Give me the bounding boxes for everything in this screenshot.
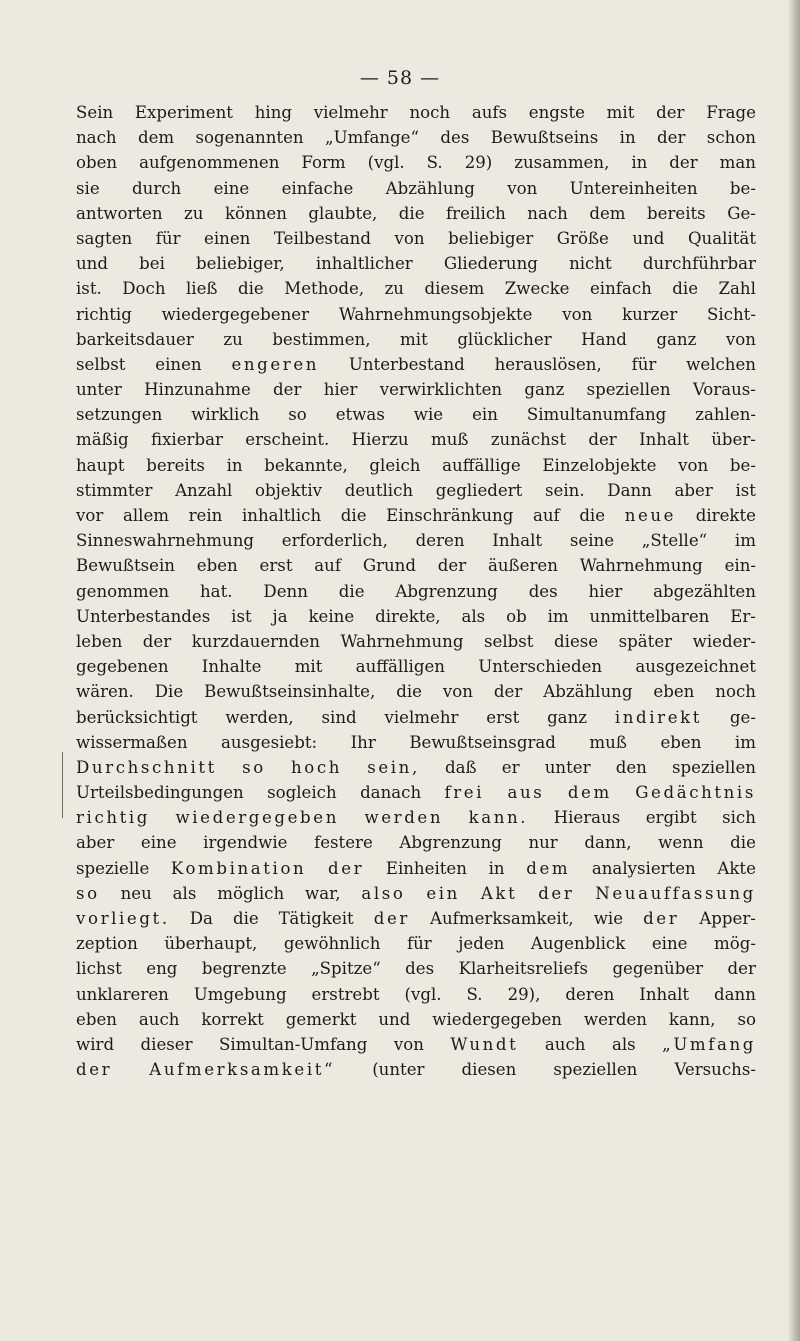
text-line: stimmter Anzahl objektiv deutlich gegliedert sein. Dann aber ist bbox=[76, 480, 756, 500]
text-line: Unterbestandes ist ja keine direkte, als ob im unmittelbaren Er- bbox=[76, 606, 756, 626]
text-line: setzungen wirklich so etwas wie ein Simultanumfang zahlen- bbox=[76, 405, 756, 425]
text-line: wissermaßen ausgesiebt: Ihr Bewußtseinsgrad muß eben im bbox=[76, 732, 756, 752]
margin-line-mark bbox=[62, 752, 63, 818]
text-line: unklareren Umgebung erstrebt (vgl. S. 29), deren Inhalt dann bbox=[76, 984, 756, 1004]
text-line: mäßig fixierbar erscheint. Hierzu muß zunächst der Inhalt über- bbox=[76, 430, 756, 450]
text-line: so neu als möglich war, also ein Akt der Neuauffassung bbox=[76, 883, 756, 903]
text-line: spezielle Kombination der Einheiten in dem analysierten Akte bbox=[76, 858, 756, 878]
text-line: leben der kurzdauernden Wahrnehmung selbst diese später wieder- bbox=[76, 631, 756, 651]
text-line: der Aufmerksamkeit“ (unter diesen speziellen Versuchs- bbox=[76, 1060, 756, 1080]
text-line: und bei beliebiger, inhaltlicher Gliederung nicht durchführbar bbox=[76, 254, 756, 274]
text-line: genommen hat. Denn die Abgrenzung des hier abgezählten bbox=[76, 581, 756, 601]
text-line: wären. Die Bewußtseinsinhalte, die von der Abzählung eben noch bbox=[76, 682, 756, 702]
text-line: selbst einen engeren Unterbestand herauslösen, für welchen bbox=[76, 354, 756, 374]
text-line: zeption überhaupt, gewöhnlich für jeden Augenblick eine mög- bbox=[76, 934, 756, 954]
text-line: lichst eng begrenzte „Spitze“ des Klarheitsreliefs gegenüber der bbox=[76, 959, 756, 979]
text-line: wird dieser Simultan-Umfang von Wundt auch als „Umfang bbox=[76, 1034, 756, 1054]
text-line: Durchschnitt so hoch sein, daß er unter den speziellen bbox=[76, 757, 756, 777]
page-edge-shadow bbox=[788, 0, 800, 1341]
text-line: unter Hinzunahme der hier verwirklichten ganz speziellen Voraus- bbox=[76, 380, 756, 400]
text-line: vor allem rein inhaltlich die Einschränkung auf die neue direkte bbox=[76, 506, 756, 525]
text-line: gegebenen Inhalte mit auffälligen Unterschieden ausgezeichnet bbox=[76, 657, 756, 677]
text-line: berücksichtigt werden, sind vielmehr erst ganz indirekt ge- bbox=[76, 707, 756, 727]
text-line: eben auch korrekt gemerkt und wiedergegeben werden kann, so bbox=[76, 1009, 756, 1029]
page-number: — 58 — bbox=[359, 67, 441, 89]
text-line: Urteilsbedingungen sogleich danach frei aus dem Gedächtnis bbox=[76, 783, 756, 803]
body-text bbox=[76, 100, 756, 1082]
text-line: ist. Doch ließ die Methode, zu diesem Zwecke einfach die Zahl bbox=[76, 279, 756, 299]
text-line: oben aufgenommenen Form (vgl. S. 29) zusammen, in der man bbox=[76, 153, 756, 173]
text-line: richtig wiedergegeben werden kann. Hieraus ergibt sich bbox=[76, 808, 756, 828]
text-line: Bewußtsein eben erst auf Grund der äußeren Wahrnehmung ein- bbox=[76, 556, 756, 576]
text-line: Sein Experiment hing vielmehr noch aufs engste mit der Frage bbox=[76, 103, 756, 122]
text-line: richtig wiedergegebener Wahrnehmungsobjekte von kurzer Sicht- bbox=[76, 304, 756, 324]
text-line: sie durch eine einfache Abzählung von Untereinheiten be- bbox=[76, 178, 756, 198]
text-line: vorliegt. Da die Tätigkeit der Aufmerksamkeit, wie der Apper- bbox=[76, 909, 756, 928]
text-line: nach dem sogenannten „Umfange“ des Bewußtseins in der schon bbox=[76, 128, 756, 148]
text-line: antworten zu können glaubte, die freilich nach dem bereits Ge- bbox=[76, 203, 756, 223]
text-line: haupt bereits in bekannte, gleich auffällige Einzelobjekte von be- bbox=[76, 455, 756, 475]
text-line: sagten für einen Teilbestand von beliebiger Größe und Qualität bbox=[76, 228, 756, 248]
text-line: Sinneswahrnehmung erforderlich, deren Inhalt seine „Stelle“ im bbox=[76, 531, 756, 551]
text-line: aber eine irgendwie festere Abgrenzung nur dann, wenn die bbox=[76, 833, 756, 853]
text-line: barkeitsdauer zu bestimmen, mit glücklicher Hand ganz von bbox=[76, 329, 756, 349]
